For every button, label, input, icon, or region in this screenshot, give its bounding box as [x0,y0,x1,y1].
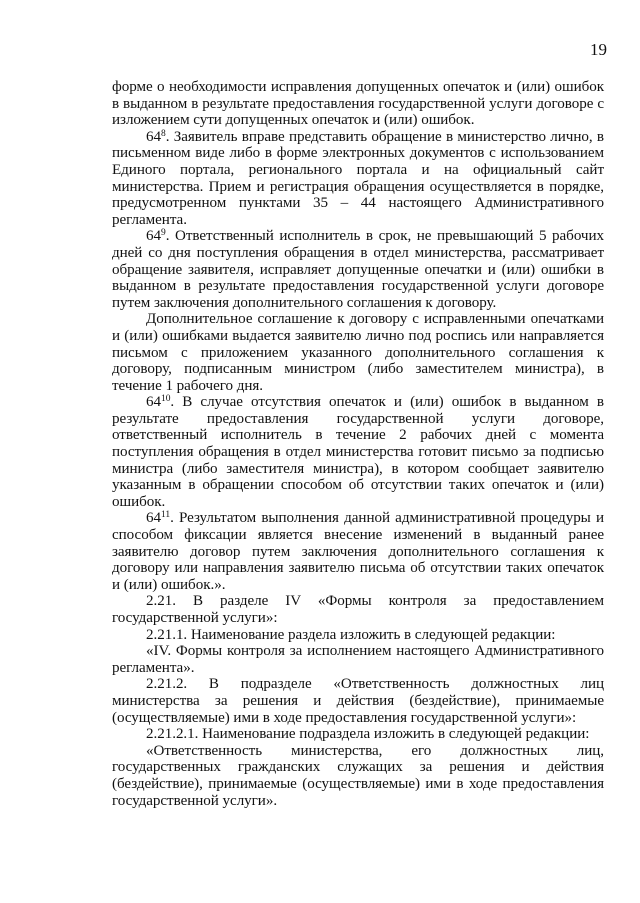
paragraph-p6 [112,510,604,593]
clause-number-base: 64 [146,128,161,145]
paragraph-text: . Заявитель вправе представить обращение в министерство лично, в письменном виде либо в форме электронных документов с использованием Единого портала, регионального портала и на официальный сайт министерства. Прием и регистрация обращения осуществляется в порядке, предусмотренном пунктами 35 – 44 настоящего Административного регламента. [112,128,604,228]
clause-number-base: 64 [146,394,161,411]
paragraph-p5 [112,394,604,510]
clause-number [146,228,166,244]
clause-number [146,129,166,145]
paragraph-p9 [112,643,604,676]
paragraph-text: . В случае отсутствия опечаток и (или) ошибок в выданном в результате предоставления государственной услуги договоре, ответственный исполнитель в течение 2 рабочих дней с момента поступления обращения в отдел министерства готовит письмо за подписью министра (либо заместителя министра), в котором сообщает заявителю указанным в обращении способом об отсутствии таких опечаток и (или) ошибок. [112,394,604,510]
paragraph-text: . Ответственный исполнитель в срок, не превышающий 5 рабочих дней со дня поступления обращения в отдел министерства, рассматривает обращение заявителя, исправляет допущенные опечатки и (или) ошибки в выданном в результате предоставления государственной услуги договоре путем заключения дополнительного соглашения к договору. [112,228,604,311]
document-body [112,79,604,809]
clause-number-base: 64 [146,228,161,245]
clause-number-superscript: 8 [161,128,166,139]
page-number: 19 [590,40,607,59]
clause-number-superscript: 11 [161,510,171,521]
clause-number [146,394,170,410]
clause-number [146,510,170,526]
paragraph-text: . Результатом выполнения данной административной процедуры и способом фиксации является внесение изменений в выданный ранее заявителю договор путем заключения дополнительного соглашения к договору или направления заявителю письма об отсутствии таких опечаток и (или) ошибок.». [112,510,604,593]
paragraph-p8 [112,627,604,644]
paragraph-text: «IV. Формы контроля за исполнением настоящего Административного регламента». [112,643,604,676]
paragraph-p2 [112,129,604,229]
paragraph-text: 2.21.2. В подразделе «Ответственность должностных лиц министерства за решения и действия (бездействие), принимаемые (осуществляемые) ими в ходе предоставления государственной услуги»: [112,676,604,726]
paragraph-text: «Ответственность министерства, его должностных лиц, государственных гражданских служащих за решения и действия (бездействие), принимаемые (осуществляемые) ими в ходе предоставления государственной услуги». [112,742,604,809]
paragraph-p11 [112,726,604,743]
paragraph-p10 [112,676,604,726]
clause-number-superscript: 9 [161,228,166,239]
clause-number-base: 64 [146,510,161,527]
paragraph-text: 2.21.1. Наименование раздела изложить в следующей редакции: [146,626,556,643]
paragraph-p7 [112,593,604,626]
paragraph-text: Дополнительное соглашение к договору с исправленными опечатками и (или) ошибками выдается заявителю лично под роспись или направляется письмом с приложением указанного дополнительного соглашения к договору, подписанным министром (либо заместителем министра), в течение 1 рабочего дня. [112,311,604,394]
paragraph-text: 2.21.2.1. Наименование подраздела изложить в следующей редакции: [146,726,590,743]
paragraph-p3 [112,228,604,311]
paragraph-text: форме о необходимости исправления допущенных опечаток и (или) ошибок в выданном в результате предоставления государственной услуги договоре с изложением сути допущенных опечаток и (или) ошибок. [112,79,604,129]
paragraph-p4 [112,311,604,394]
paragraph-p12 [112,743,604,809]
clause-number-superscript: 10 [161,394,171,405]
paragraph-p1 [112,79,604,129]
paragraph-text: 2.21. В разделе IV «Формы контроля за предоставлением государственной услуги»: [112,593,604,626]
